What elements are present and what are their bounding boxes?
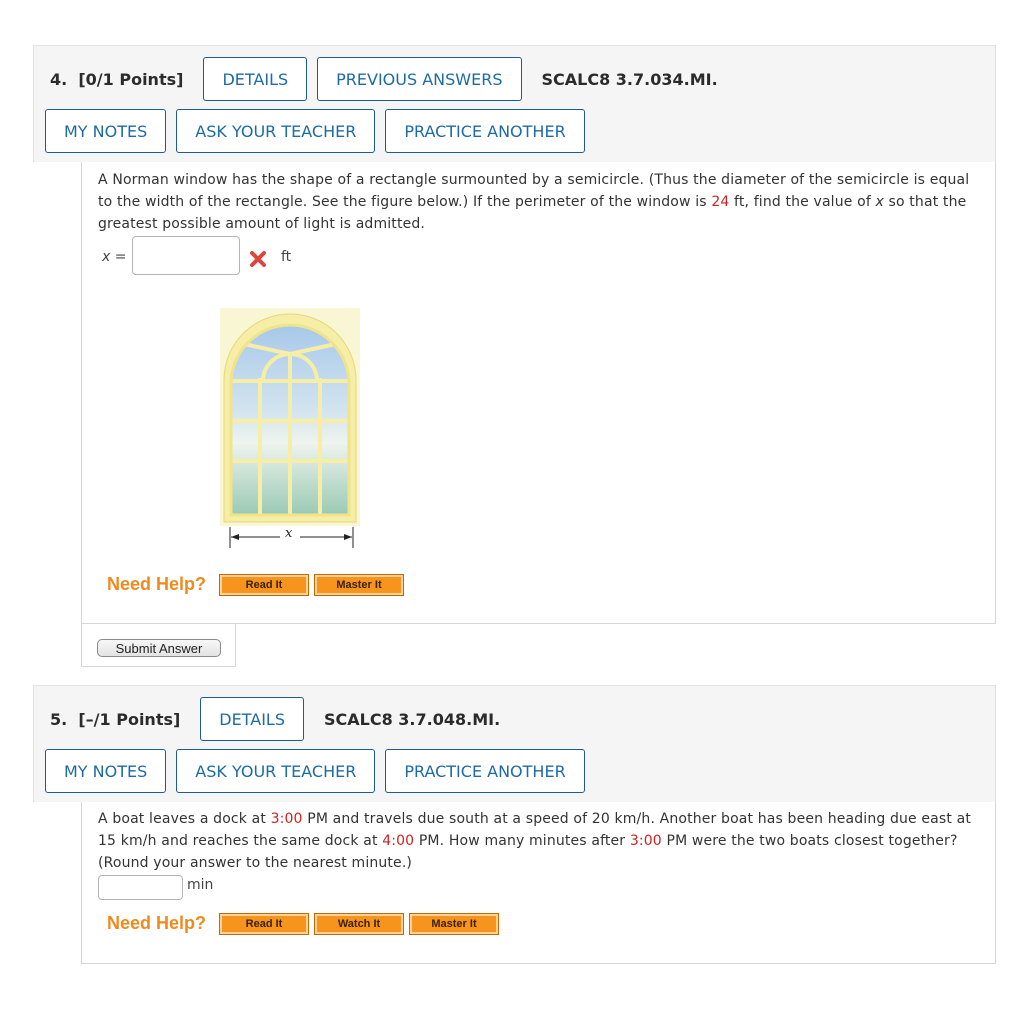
q4-submit-container <box>81 624 236 667</box>
q5-details-button[interactable]: DETAILS <box>200 697 304 741</box>
q4-answer-input[interactable] <box>132 236 240 275</box>
q5-my-notes-button[interactable]: MY NOTES <box>45 749 166 793</box>
q5-read-it-button[interactable]: Read It <box>219 913 309 935</box>
x-mark-icon <box>249 250 267 268</box>
q5-points: [–/1 Points] <box>78 709 181 729</box>
q5-number: 5. <box>50 709 68 729</box>
q4-number: 4. <box>50 69 68 89</box>
q4-practice-another-button[interactable]: PRACTICE ANOTHER <box>385 109 584 153</box>
q4-details-button[interactable]: DETAILS <box>203 57 307 101</box>
q4-text-var: x <box>875 194 884 210</box>
q4-question-text <box>98 169 985 235</box>
q5-time3: 3:00 <box>629 833 662 849</box>
q4-text-part1: A Norman window has the shape of a rectangle surmounted by a semicircle. (Thus the diameter of the semicircle is equal to the width of the rectangle. See the figure below.) If the perimeter of the window is <box>98 172 970 210</box>
q4-read-it-button[interactable]: Read It <box>219 574 309 596</box>
q5-text-part3: PM. How many minutes after <box>414 833 630 849</box>
q5-watch-it-button[interactable]: Watch It <box>314 913 404 935</box>
q5-time2: 4:00 <box>382 833 415 849</box>
q4-submit-answer-button[interactable]: Submit Answer <box>97 639 221 657</box>
q5-answer-unit: min <box>187 877 214 893</box>
q5-question-text <box>98 808 985 874</box>
q5-problem-code: SCALC8 3.7.048.MI. <box>324 709 501 729</box>
q4-my-notes-button[interactable]: MY NOTES <box>45 109 166 153</box>
q4-text-part3: so that the greatest possible amount of light is admitted. <box>98 194 967 232</box>
q4-problem-code: SCALC8 3.7.034.MI. <box>541 69 718 89</box>
q5-need-help-label: Need Help? <box>107 913 207 933</box>
q5-text-part1: A boat leaves a dock at <box>98 811 271 827</box>
q5-text-part2: PM and travels due south at a speed of 20 km/h. Another boat has been heading due east at 15 km/h and reaches the same dock at <box>98 811 971 849</box>
q4-previous-answers-button[interactable]: PREVIOUS ANSWERS <box>317 57 521 101</box>
q4-need-help-label: Need Help? <box>107 574 207 594</box>
q5-body <box>81 802 996 964</box>
q4-answer-label: x = <box>102 249 127 265</box>
q5-header <box>33 685 996 802</box>
figure-x-label: x <box>285 526 293 541</box>
q4-ask-teacher-button[interactable]: ASK YOUR TEACHER <box>176 109 375 153</box>
q4-points: [0/1 Points] <box>78 69 184 89</box>
q4-perimeter-value: 24 <box>711 194 730 210</box>
q4-answer-unit: ft <box>281 249 292 265</box>
q5-text-part4: PM were the two boats closest together? (Round your answer to the nearest minute.) <box>98 833 958 871</box>
q5-master-it-button[interactable]: Master It <box>409 913 499 935</box>
q4-body <box>81 162 996 624</box>
q5-time1: 3:00 <box>270 811 303 827</box>
norman-window-figure <box>220 308 360 548</box>
q4-master-it-button[interactable]: Master It <box>314 574 404 596</box>
q5-ask-teacher-button[interactable]: ASK YOUR TEACHER <box>176 749 375 793</box>
q5-practice-another-button[interactable]: PRACTICE ANOTHER <box>385 749 584 793</box>
q5-title <box>50 710 180 729</box>
q4-title <box>50 70 183 89</box>
q5-answer-input[interactable] <box>98 875 183 900</box>
q4-text-part2: ft, find the value of <box>729 194 876 210</box>
q4-header <box>33 45 996 162</box>
